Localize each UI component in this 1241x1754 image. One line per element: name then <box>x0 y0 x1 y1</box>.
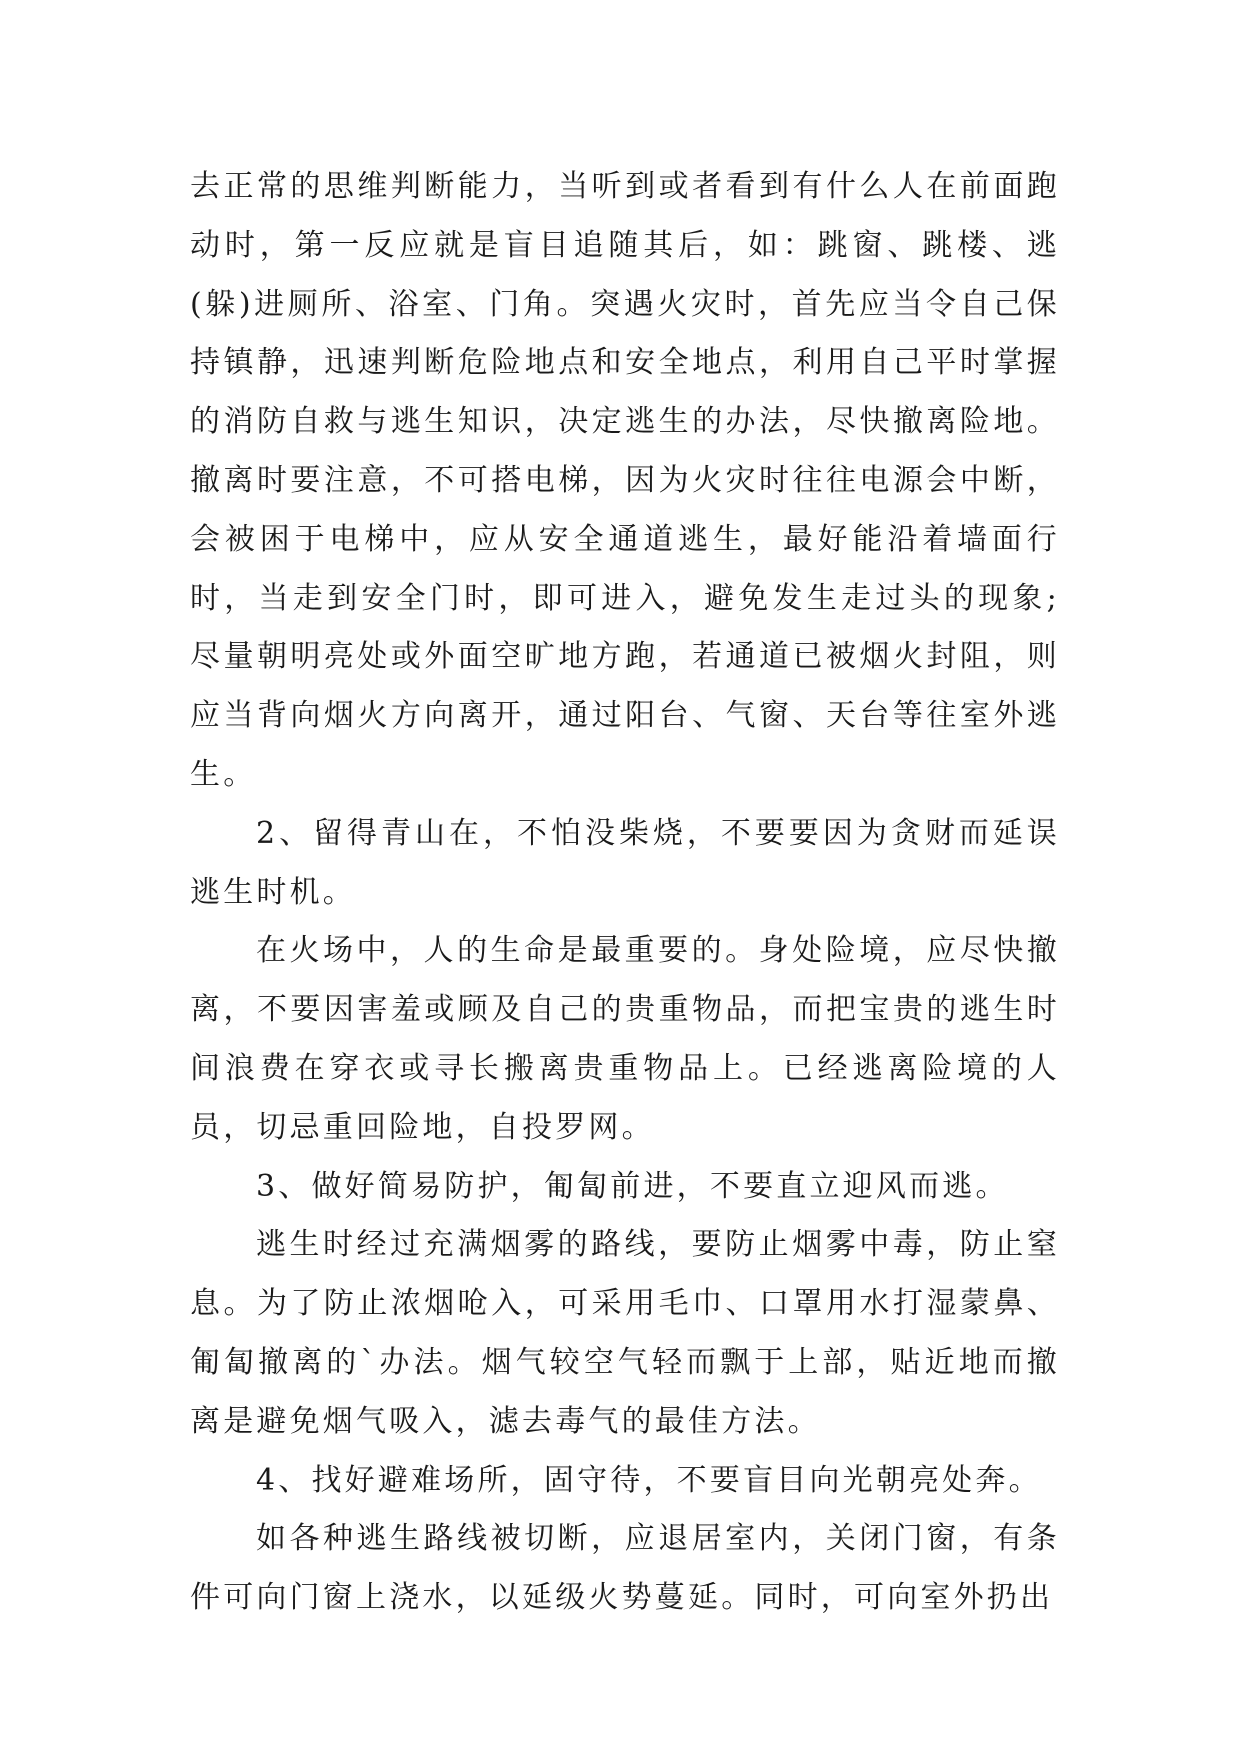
document-body <box>190 158 1060 1628</box>
paragraph-5: 逃生时经过充满烟雾的路线，要防止烟雾中毒，防止窒息。为了防止浓烟呛入，可采用毛巾、口罩用水打湿蒙鼻、匍匐撤离的`办法。烟气较空气轻而飘于上部，贴近地而撤离是避免烟气吸入，滤去毒气的最佳方法。 <box>190 1227 1060 1439</box>
paragraph-3: 在火场中，人的生命是最重要的。身处险境，应尽快撤离，不要因害羞或顾及自己的贵重物品，而把宝贵的逃生时间浪费在穿衣或寻长搬离贵重物品上。已经逃离险境的人员，切忌重回险地，自投罗网。 <box>190 933 1060 1145</box>
paragraph-4-heading: 3、做好简易防护，匍匐前进，不要直立迎风而逃。 <box>256 1168 1009 1204</box>
paragraph-2-heading: 2、留得青山在，不怕没柴烧，不要要因为贪财而延误逃生时机。 <box>190 815 1060 910</box>
paragraph-6-heading: 4、找好避难场所，固守待，不要盲目向光朝亮处奔。 <box>256 1462 1042 1498</box>
paragraph-7: 如各种逃生路线被切断，应退居室内，关闭门窗，有条件可向门窗上浇水，以延级火势蔓延。同时，可向室外扔出 <box>190 1521 1060 1616</box>
paragraph-1: 去正常的思维判断能力，当听到或者看到有什么人在前面跑动时，第一反应就是盲目追随其后，如：跳窗、跳楼、逃(躲)进厕所、浴室、门角。突遇火灾时，首先应当令自己保持镇静，迅速判断危险地点和安全地点，利用自己平时掌握的消防自救与逃生知识，决定逃生的办法，尽快撤离险地。撤离时要注意，不可搭电梯，因为火灾时往往电源会中断，会被困于电梯中，应从安全通道逃生，最好能沿着墙面行时，当走到安全门时，即可进入，避免发生走过头的现象;尽量朝明亮处或外面空旷地方跑，若通道已被烟火封阻，则应当背向烟火方向离开，通过阳台、气窗、天台等往室外逃生。 <box>190 169 1060 792</box>
